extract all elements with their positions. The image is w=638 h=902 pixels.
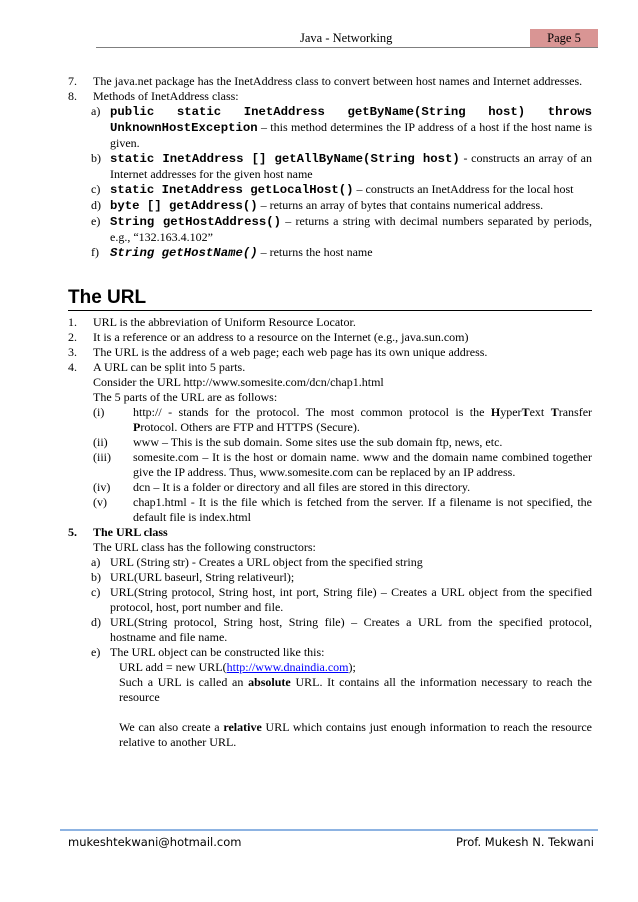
method-label: e) — [91, 214, 101, 228]
constructor-label: d) — [91, 615, 101, 629]
method-label: f) — [91, 245, 99, 259]
method-item — [68, 198, 592, 214]
method-description: – returns the host name — [257, 245, 373, 259]
constructor-text: URL(URL baseurl, String relativeurl); — [110, 570, 295, 584]
method-item — [68, 182, 592, 198]
part-text: somesite.com – It is the host or domain name. www and the domain name combined together give the IP address. Thus, www.somesite.com can be replaced by an IP address. — [133, 450, 592, 479]
part-label: (iv) — [93, 480, 111, 494]
item-number: 2. — [68, 330, 77, 344]
method-description: - constructs an array of an Internet addresses for the given host name — [110, 151, 592, 181]
item-text: It is a reference or an address to a resource on the Internet (e.g., java.sun.com) — [93, 330, 469, 344]
url-part-item — [68, 450, 592, 480]
constructor-text: URL(String protocol, String host, int port, String file) – Creates a URL object from the specified protocol, host, port number and file. — [110, 585, 592, 614]
method-label: a) — [91, 104, 101, 118]
list-item-7 — [68, 74, 592, 89]
method-label: d) — [91, 198, 101, 212]
example-code-line: URL add = new URL(http://www.dnaindia.com); — [119, 660, 356, 674]
method-signature: String getHostName() — [110, 246, 258, 260]
header-title: Java - Networking — [300, 31, 393, 45]
url-part-item — [68, 480, 592, 495]
url-part-item — [68, 495, 592, 525]
method-signature: static InetAddress getLocalHost() — [110, 183, 354, 197]
constructor-text: URL (String str) - Creates a URL object from the specified string — [110, 555, 423, 569]
footer-author: Prof. Mukesh N. Tekwani — [456, 835, 594, 849]
footer-email: mukeshtekwani@hotmail.com — [68, 835, 242, 849]
footer-divider — [60, 829, 598, 831]
absolute-url-paragraph: Such a URL is called an absolute URL. It contains all the information necessary to reach the resource — [119, 675, 592, 704]
constructors-intro: The URL class has the following constructors: — [93, 540, 316, 554]
method-label: c) — [91, 182, 101, 196]
method-description: – constructs an InetAddress for the local host — [353, 182, 574, 196]
item-number: 8. — [68, 89, 77, 103]
list-item-5 — [68, 525, 592, 540]
item-number: 1. — [68, 315, 77, 329]
item-number: 7. — [68, 74, 77, 88]
part-label: (v) — [93, 495, 107, 509]
item-number: 4. — [68, 360, 77, 374]
constructor-label: b) — [91, 570, 101, 584]
method-label: b) — [91, 151, 101, 165]
constructor-label: a) — [91, 555, 101, 569]
part-label: (iii) — [93, 450, 111, 464]
method-signature: String getHostAddress() — [110, 215, 281, 229]
method-description: – this method determines the IP address of a host if the host name is given. — [110, 120, 592, 150]
part-text: dcn – It is a folder or directory and all files are stored in this directory. — [133, 480, 471, 494]
list-item-2 — [68, 330, 592, 345]
item-number: 3. — [68, 345, 77, 359]
constructor-item — [68, 570, 592, 585]
relative-url-paragraph: We can also create a relative URL which contains just enough information to reach the resource relative to another URL. — [119, 720, 592, 749]
item-text: URL is the abbreviation of Uniform Resource Locator. — [93, 315, 356, 329]
constructor-text: URL(String protocol, String host, String file) – Creates a URL from the specified protocol, hostname and file name. — [110, 615, 592, 644]
item-text: A URL can be split into 5 parts. — [93, 360, 246, 374]
list-item-1 — [68, 315, 592, 330]
method-signature: public static InetAddress getByName(String host) throws UnknownHostException — [110, 105, 592, 135]
part-label: (ii) — [93, 435, 108, 449]
method-item — [68, 245, 592, 261]
part-text: chap1.html - It is the file which is fetched from the server. If a filename is not specified, the default file is index.html — [133, 495, 592, 524]
header-divider — [96, 47, 598, 48]
method-description: – returns an array of bytes that contains numerical address. — [257, 198, 544, 212]
part-text: www – This is the sub domain. Some sites use the sub domain ftp, news, etc. — [133, 435, 503, 449]
constructor-item — [68, 615, 592, 645]
url-part-item — [68, 435, 592, 450]
method-description: – returns a string with decimal numbers separated by periods, e.g., “132.163.4.102” — [110, 214, 592, 244]
section-heading-url: The URL — [68, 287, 592, 311]
constructor-item — [68, 585, 592, 615]
constructor-label: c) — [91, 585, 101, 599]
part-label: (i) — [93, 405, 105, 419]
list-item-3 — [68, 345, 592, 360]
item-text: The URL is the address of a web page; each web page has its own unique address. — [93, 345, 488, 359]
method-item — [68, 151, 592, 182]
dnaindia-link[interactable]: http://www.dnaindia.com — [226, 660, 349, 674]
parts-intro: The 5 parts of the URL are as follows: — [93, 390, 278, 404]
list-item-8 — [68, 89, 592, 104]
page-content — [68, 74, 592, 750]
part-text: http:// - stands for the protocol. The most common protocol is the HyperText Transfer Protocol. Others are FTP and HTTPS (Secure). — [133, 405, 593, 434]
constructor-text: The URL object can be constructed like this: — [110, 645, 325, 659]
constructor-item — [68, 555, 592, 570]
example-url-line: Consider the URL http://www.somesite.com/dcn/chap1.html — [93, 375, 384, 389]
page-number-badge: Page 5 — [530, 29, 598, 47]
list-item-4 — [68, 360, 592, 375]
item-text: Methods of InetAddress class: — [93, 89, 239, 103]
method-item — [68, 214, 592, 245]
constructor-item — [68, 645, 592, 660]
constructor-label: e) — [91, 645, 101, 659]
method-signature: byte [] getAddress() — [110, 199, 258, 213]
method-item — [68, 104, 592, 151]
url-part-item — [68, 405, 592, 435]
item-title: The URL class — [93, 525, 168, 539]
item-text: The java.net package has the InetAddress class to convert between host names and Internet addresses. — [93, 74, 583, 88]
method-signature: static InetAddress [] getAllByName(String host) — [110, 152, 460, 166]
item-number: 5. — [68, 525, 77, 539]
